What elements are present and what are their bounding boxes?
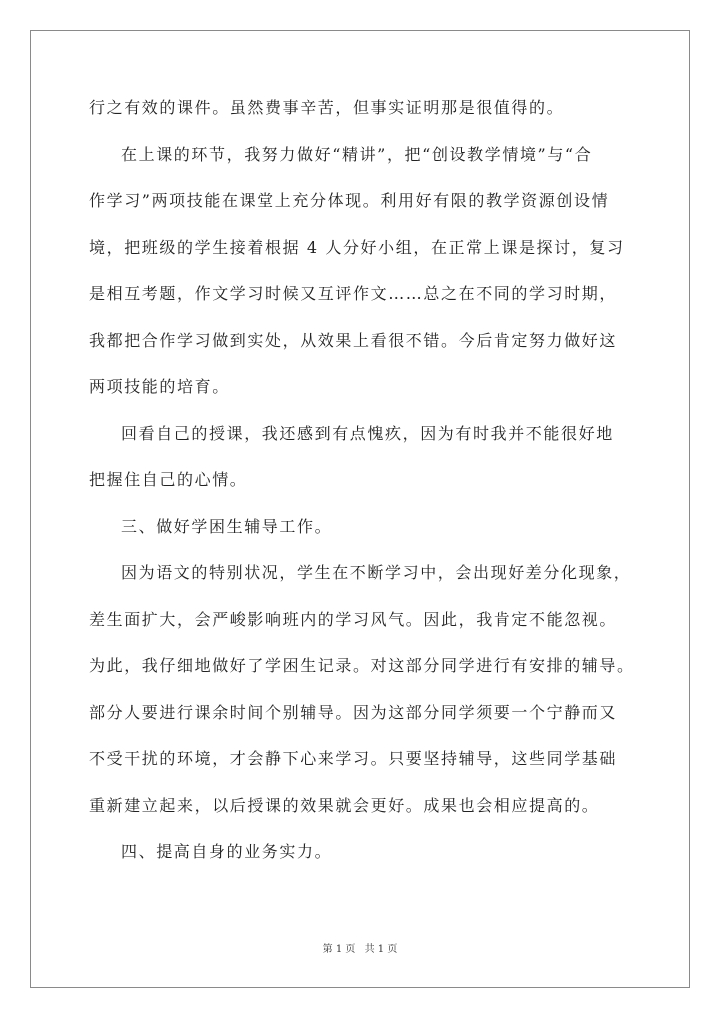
paragraph-start-line: 在上课的环节，我努力做好“精讲”，把“创设教学情境”与“合 [121, 144, 593, 164]
text-line: 行之有效的课件。虽然费事辛苦，但事实证明那是很值得的。 [89, 98, 565, 117]
paragraph-start-line: 因为语文的特别状况，学生在不断学习中，会出现好差分化现象， [121, 563, 632, 582]
text-line: 重新建立起来，以后授课的效果就会更好。成果也会相应提高的。 [89, 795, 600, 815]
section-heading: 四、提高自身的业务实力。 [121, 842, 333, 861]
section-heading: 三、做好学困生辅导工作。 [121, 516, 333, 536]
text-line: 为此，我仔细地做好了学困生记录。对这部分同学进行有安排的辅导。 [89, 656, 635, 675]
text-line: 两项技能的培育。 [89, 377, 230, 396]
text-line: 是相互考题，作文学习时候又互评作文……总之在不同的学习时期， [89, 284, 618, 303]
text-line: 部分人要进行课余时间个别辅导。因为这部分同学须要一个宁静而又 [89, 702, 618, 722]
text-line: 境，把班级的学生接着根据 4 人分好小组，在正常上课是探讨，复习 [89, 237, 625, 257]
text-line: 我都把合作学习做到实处，从效果上看很不错。今后肯定努力做好这 [89, 330, 618, 350]
text-line: 差生面扩大，会严峻影响班内的学习风气。因此，我肯定不能忽视。 [89, 609, 618, 629]
page-footer [0, 940, 720, 955]
paragraph-start-line: 回看自己的授课，我还感到有点愧疚，因为有时我并不能很好地 [121, 423, 614, 443]
page-number: 第 1 页 [322, 944, 356, 955]
text-line: 作学习”两项技能在课堂上充分体现。利用好有限的教学资源创设情 [89, 191, 610, 210]
text-line: 把握住自己的心情。 [89, 470, 248, 489]
page-total: 共 1 页 [364, 944, 398, 955]
text-line: 不受干扰的环境，才会静下心来学习。只要坚持辅导，这些同学基础 [89, 749, 618, 768]
